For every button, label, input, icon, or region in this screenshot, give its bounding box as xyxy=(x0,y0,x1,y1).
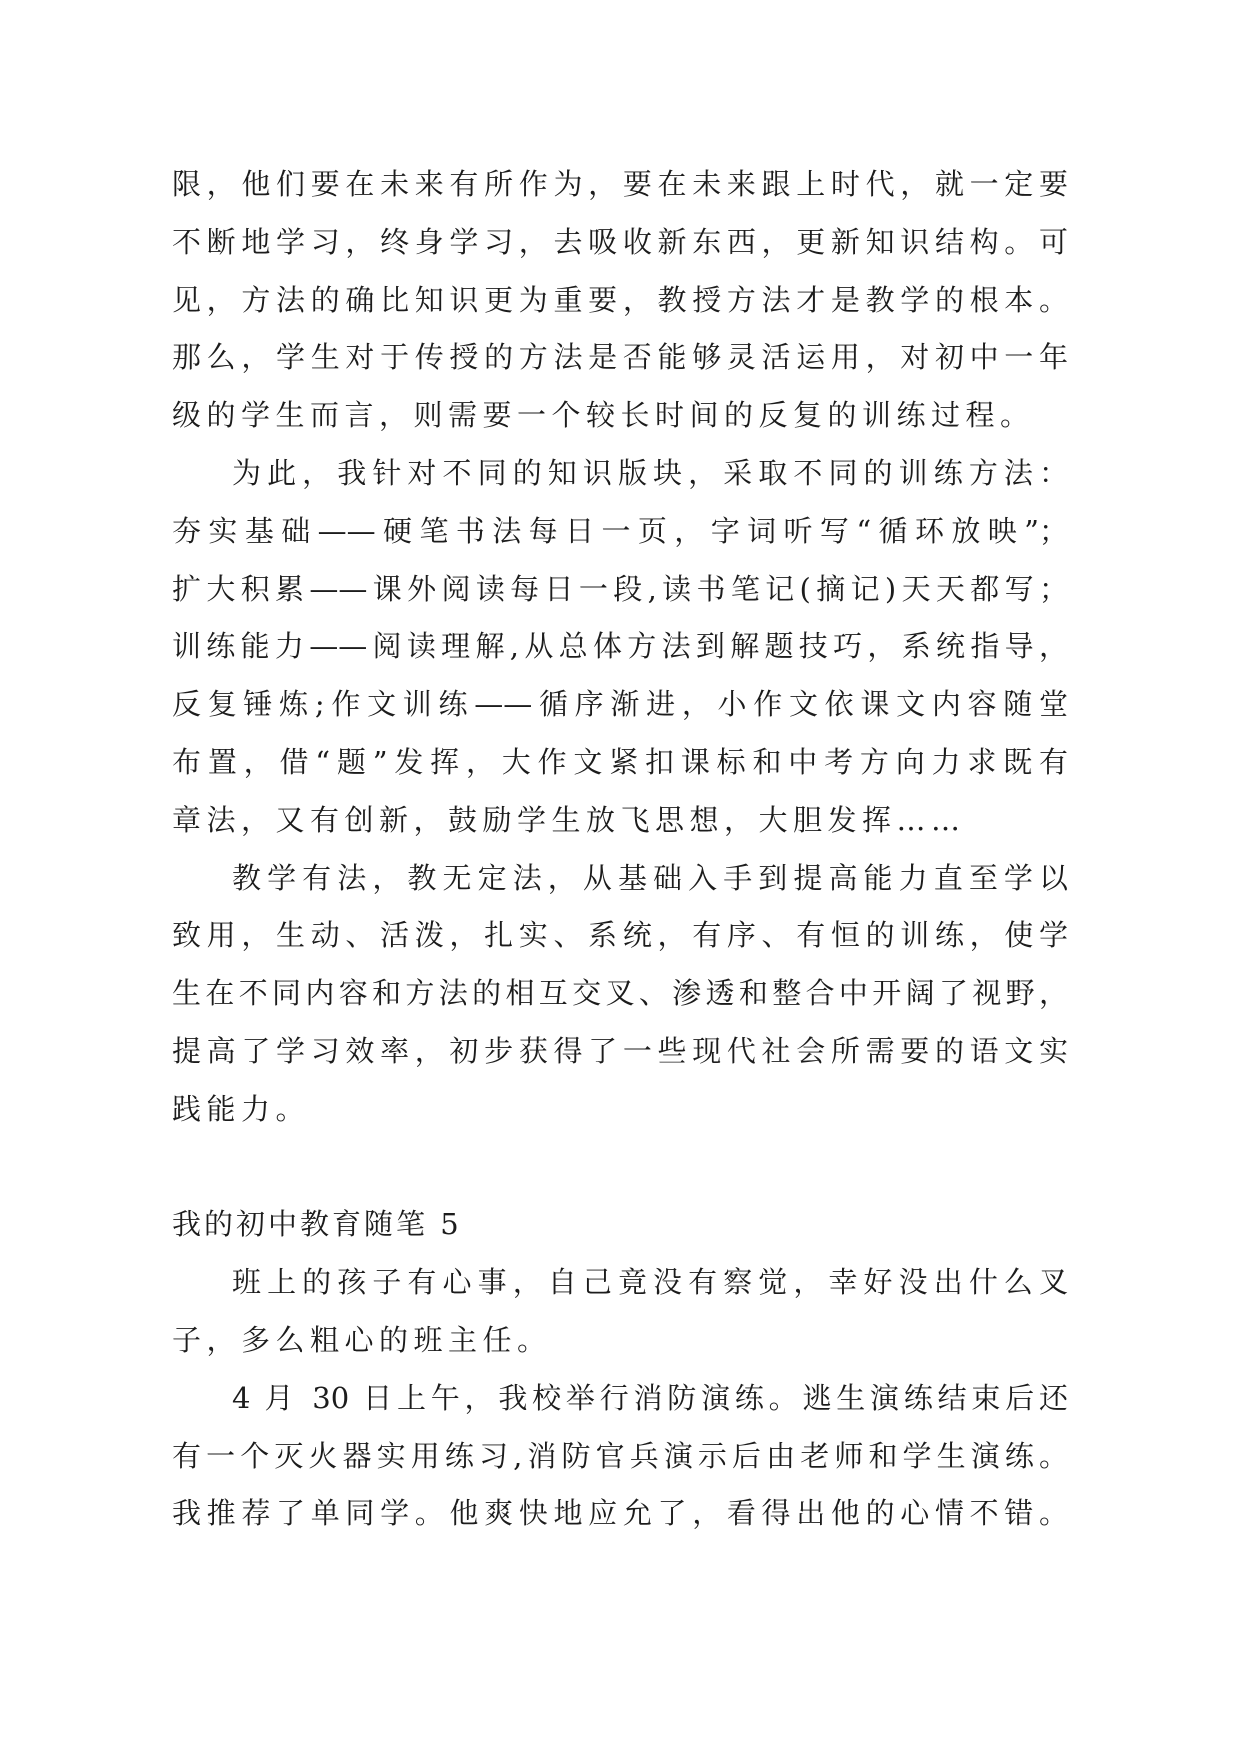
text-line: 夯实基础——硬笔书法每日一页，字词听写“循环放映”； xyxy=(172,513,1068,548)
blank-line xyxy=(172,1139,1068,1197)
paragraph xyxy=(172,156,1068,445)
text-line: 反复锤炼;作文训练——循序渐进，小作文依课文内容随堂 xyxy=(172,687,1068,722)
text-line: 4 月 30 日上午，我校举行消防演练。逃生演练结束后还 xyxy=(232,1380,1068,1415)
text-line: 训练能力——阅读理解,从总体方法到解题技巧，系统指导， xyxy=(172,629,1068,664)
text-line: 章法，又有创新，鼓励学生放飞思想，大胆发挥…… xyxy=(172,802,966,837)
text-line: 限，他们要在未来有所作为，要在未来跟上时代，就一定要 xyxy=(172,167,1068,201)
text-line: 不断地学习，终身学习，去吸收新东西，更新知识结构。可 xyxy=(172,224,1068,259)
section-heading: 我的初中教育随笔 5 xyxy=(172,1207,462,1242)
paragraph xyxy=(172,1370,1068,1543)
paragraph xyxy=(172,445,1068,850)
text-line: 致用，生动、活泼，扎实、系统，有序、有恒的训练，使学 xyxy=(172,918,1068,953)
text-line: 扩大积累——课外阅读每日一段,读书笔记(摘记)天天都写； xyxy=(172,571,1068,606)
text-line: 我推荐了单同学。他爽快地应允了，看得出他的心情不错。 xyxy=(172,1496,1068,1531)
text-line: 子，多么粗心的班主任。 xyxy=(172,1322,552,1357)
text-line: 践能力。 xyxy=(172,1091,311,1126)
text-line: 班上的孩子有心事，自己竟没有察觉，幸好没出什么叉 xyxy=(232,1265,1068,1300)
text-line: 提高了学习效率，初步获得了一些现代社会所需要的语文实 xyxy=(172,1033,1068,1068)
text-line: 生在不同内容和方法的相互交叉、渗透和整合中开阔了视野， xyxy=(172,976,1068,1011)
text-line: 为此，我针对不同的知识版块，采取不同的训练方法： xyxy=(232,455,1068,490)
text-line: 那么，学生对于传授的方法是否能够灵活运用，对初中一年 xyxy=(172,340,1068,375)
text-line: 见，方法的确比知识更为重要，教授方法才是教学的根本。 xyxy=(172,282,1068,317)
paragraph xyxy=(172,1254,1068,1370)
text-column xyxy=(172,156,1068,1543)
text-line: 级的学生而言，则需要一个较长时间的反复的训练过程。 xyxy=(172,398,1035,433)
text-line: 有一个灭火器实用练习,消防官兵演示后由老师和学生演练。 xyxy=(172,1438,1068,1473)
text-line: 布置，借“题”发挥，大作文紧扣课标和中考方向力求既有 xyxy=(172,744,1068,779)
paragraph xyxy=(172,850,1068,1139)
text-line: 教学有法，教无定法，从基础入手到提高能力直至学以 xyxy=(232,860,1068,895)
